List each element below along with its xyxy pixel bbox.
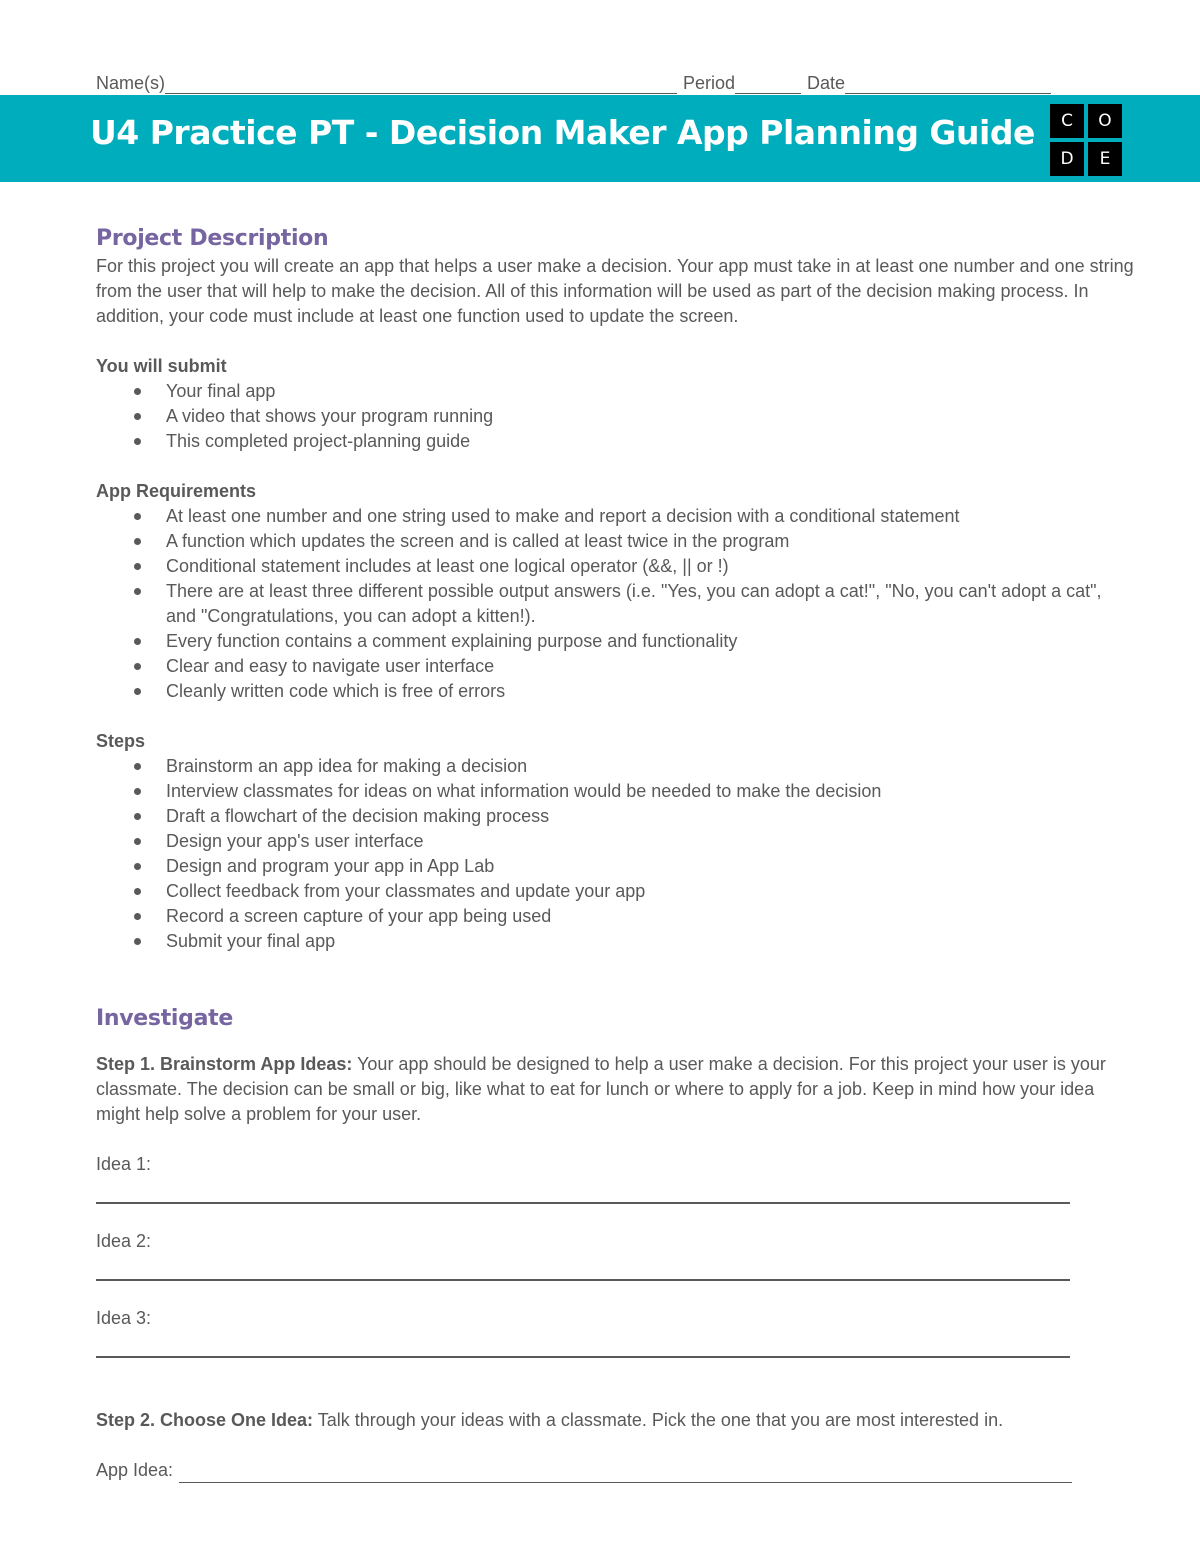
idea-1-field[interactable]: [96, 1152, 1070, 1204]
period-label: Period: [683, 73, 736, 93]
logo-letter-e: E: [1088, 142, 1122, 176]
name-field[interactable]: [165, 75, 677, 94]
list-item: Collect feedback from your classmates and update your app: [96, 879, 1136, 904]
list-item: Your final app: [96, 379, 1136, 404]
app-idea-label: App Idea:: [96, 1460, 174, 1480]
list-item: Clear and easy to navigate user interface: [96, 654, 1136, 679]
project-description-text: For this project you will create an app that helps a user make a decision. Your app must take in at least one number and one string from the user that will help to make the decision. All of this information will be used as part of the decision making process. In addition, your code must include at least one function used to update the screen.: [96, 256, 1134, 326]
submit-heading: You will submit: [96, 356, 227, 376]
investigate-heading: Investigate: [96, 1006, 233, 1031]
logo-letter-c: C: [1050, 104, 1084, 138]
page-title: U4 Practice PT - Decision Maker App Planning Guide: [90, 113, 1035, 152]
date-field[interactable]: [845, 75, 1051, 94]
requirements-list: [96, 504, 1136, 704]
list-item: There are at least three different possible output answers (i.e. "Yes, you can adopt a cat!", "No, you can't adopt a cat", and "Congratulations, you can adopt a kitten!).: [96, 579, 1136, 629]
list-item: Design and program your app in App Lab: [96, 854, 1136, 879]
title-banner: [0, 95, 1200, 182]
step1-text: [96, 1052, 1136, 1127]
idea-2-field[interactable]: [96, 1229, 1070, 1281]
step2-body: Talk through your ideas with a classmate. Pick the one that you are most interested in.: [313, 1410, 1004, 1430]
app-idea-field[interactable]: [179, 1462, 1072, 1483]
step1-label: Step 1. Brainstorm App Ideas:: [96, 1054, 353, 1074]
list-item: A video that shows your program running: [96, 404, 1136, 429]
list-item: Conditional statement includes at least one logical operator (&&, || or !): [96, 554, 1136, 579]
step1-body: Your app should be designed to help a user make a decision. For this project your user is your classmate. The decision can be small or big, like what to eat for lunch or where to apply for a job. Keep in mind how your idea might help solve a problem for your user.: [96, 1054, 1106, 1124]
list-item: Cleanly written code which is free of errors: [96, 679, 1136, 704]
idea-3-field[interactable]: [96, 1306, 1070, 1358]
period-field[interactable]: [735, 75, 801, 94]
idea-3-label: Idea 3:: [96, 1308, 152, 1328]
name-period-date-row: [96, 72, 1080, 94]
idea-2-label: Idea 2:: [96, 1231, 152, 1251]
steps-heading: Steps: [96, 731, 146, 751]
submit-list: [96, 379, 1136, 454]
step2-label: Step 2. Choose One Idea:: [96, 1410, 314, 1430]
list-item: At least one number and one string used to make and report a decision with a conditional statement: [96, 504, 1136, 529]
list-item: Brainstorm an app idea for making a decision: [96, 754, 1136, 779]
step2-text: [96, 1408, 1136, 1433]
list-item: This completed project-planning guide: [96, 429, 1136, 454]
list-item: Submit your final app: [96, 929, 1136, 954]
date-label: Date: [807, 73, 846, 93]
list-item: Every function contains a comment explaining purpose and functionality: [96, 629, 1136, 654]
name-label: Name(s): [96, 73, 166, 93]
app-idea-row: [96, 1458, 1072, 1483]
steps-list: [96, 754, 1136, 954]
code-org-logo: [1050, 104, 1122, 176]
logo-letter-o: O: [1088, 104, 1122, 138]
requirements-heading: App Requirements: [96, 481, 257, 501]
list-item: Interview classmates for ideas on what information would be needed to make the decision: [96, 779, 1136, 804]
list-item: A function which updates the screen and is called at least twice in the program: [96, 529, 1136, 554]
list-item: Design your app's user interface: [96, 829, 1136, 854]
list-item: Record a screen capture of your app being used: [96, 904, 1136, 929]
project-description-heading: Project Description: [96, 226, 329, 251]
idea-1-label: Idea 1:: [96, 1154, 152, 1174]
logo-letter-d: D: [1050, 142, 1084, 176]
document-body: [96, 224, 1136, 1483]
list-item: Draft a flowchart of the decision making process: [96, 804, 1136, 829]
